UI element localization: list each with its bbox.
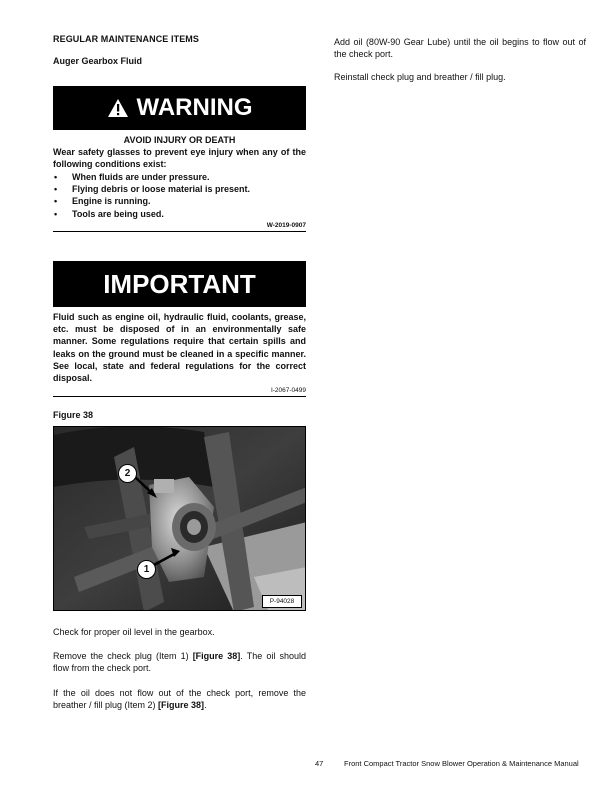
warning-bullet: • When fluids are under pressure. [53, 171, 306, 183]
warning-bullet: • Tools are being used. [53, 208, 306, 220]
warning-bullets [53, 171, 306, 220]
step-check-level: Check for proper oil level in the gearbox. [53, 627, 215, 637]
warning-bullet: • Flying debris or loose material is present. [53, 183, 306, 195]
figure-reference: [Figure 38] [192, 651, 241, 661]
callout-1: 1 [137, 560, 156, 579]
warning-intro: Wear safety glasses to prevent eye injury when any of the following conditions exist: [53, 147, 306, 170]
callout-2: 2 [118, 464, 137, 483]
step-reinstall-plugs: Reinstall check plug and breather / fill plug. [334, 72, 506, 82]
step-remove-breather [53, 687, 306, 712]
warning-banner [53, 86, 306, 130]
important-divider [53, 396, 306, 397]
figure-reference: [Figure 38] [158, 700, 205, 711]
subsection-title: Auger Gearbox Fluid [53, 56, 143, 66]
warning-triangle-icon [107, 98, 129, 118]
step-remove-check-plug [53, 650, 306, 675]
step-text: If the oil does not flow out of the check port, remove the breather / fill plug (Item 2) [53, 688, 306, 711]
step-text: Remove the check plug (Item 1) [53, 651, 193, 661]
photo-id: P-94028 [262, 595, 302, 608]
warning-heading: AVOID INJURY OR DEATH [123, 135, 236, 145]
figure-label: Figure 38 [53, 410, 94, 420]
gearbox-photo [53, 426, 306, 611]
section-title: REGULAR MAINTENANCE ITEMS [53, 34, 199, 44]
manual-title: Front Compact Tractor Snow Blower Operation & Maintenance Manual [344, 759, 579, 768]
step-text: . [204, 700, 207, 711]
gearbox-illustration [54, 427, 306, 611]
warning-divider [53, 231, 306, 232]
important-banner: IMPORTANT [53, 261, 306, 307]
page-number: 47 [315, 759, 324, 768]
warning-banner-text: WARNING [136, 94, 253, 121]
important-text: Fluid such as engine oil, hydraulic fluid, coolants, grease, etc. must be disposed of in an environmentally safe manner. Some regulations require that certain spills and leaks on the ground must be cleaned in a specific manner. See local, state and federal regulations for the correct disposal. [53, 312, 306, 384]
step-text: . The oil should flow from the check port. [53, 651, 306, 674]
important-code: I-2067-0499 [270, 387, 306, 394]
warning-bullet: • Engine is running. [53, 195, 306, 207]
warning-code: W-2019-0907 [266, 222, 306, 229]
step-add-oil: Add oil (80W-90 Gear Lube) until the oil begins to flow out of the check port. [334, 37, 586, 60]
